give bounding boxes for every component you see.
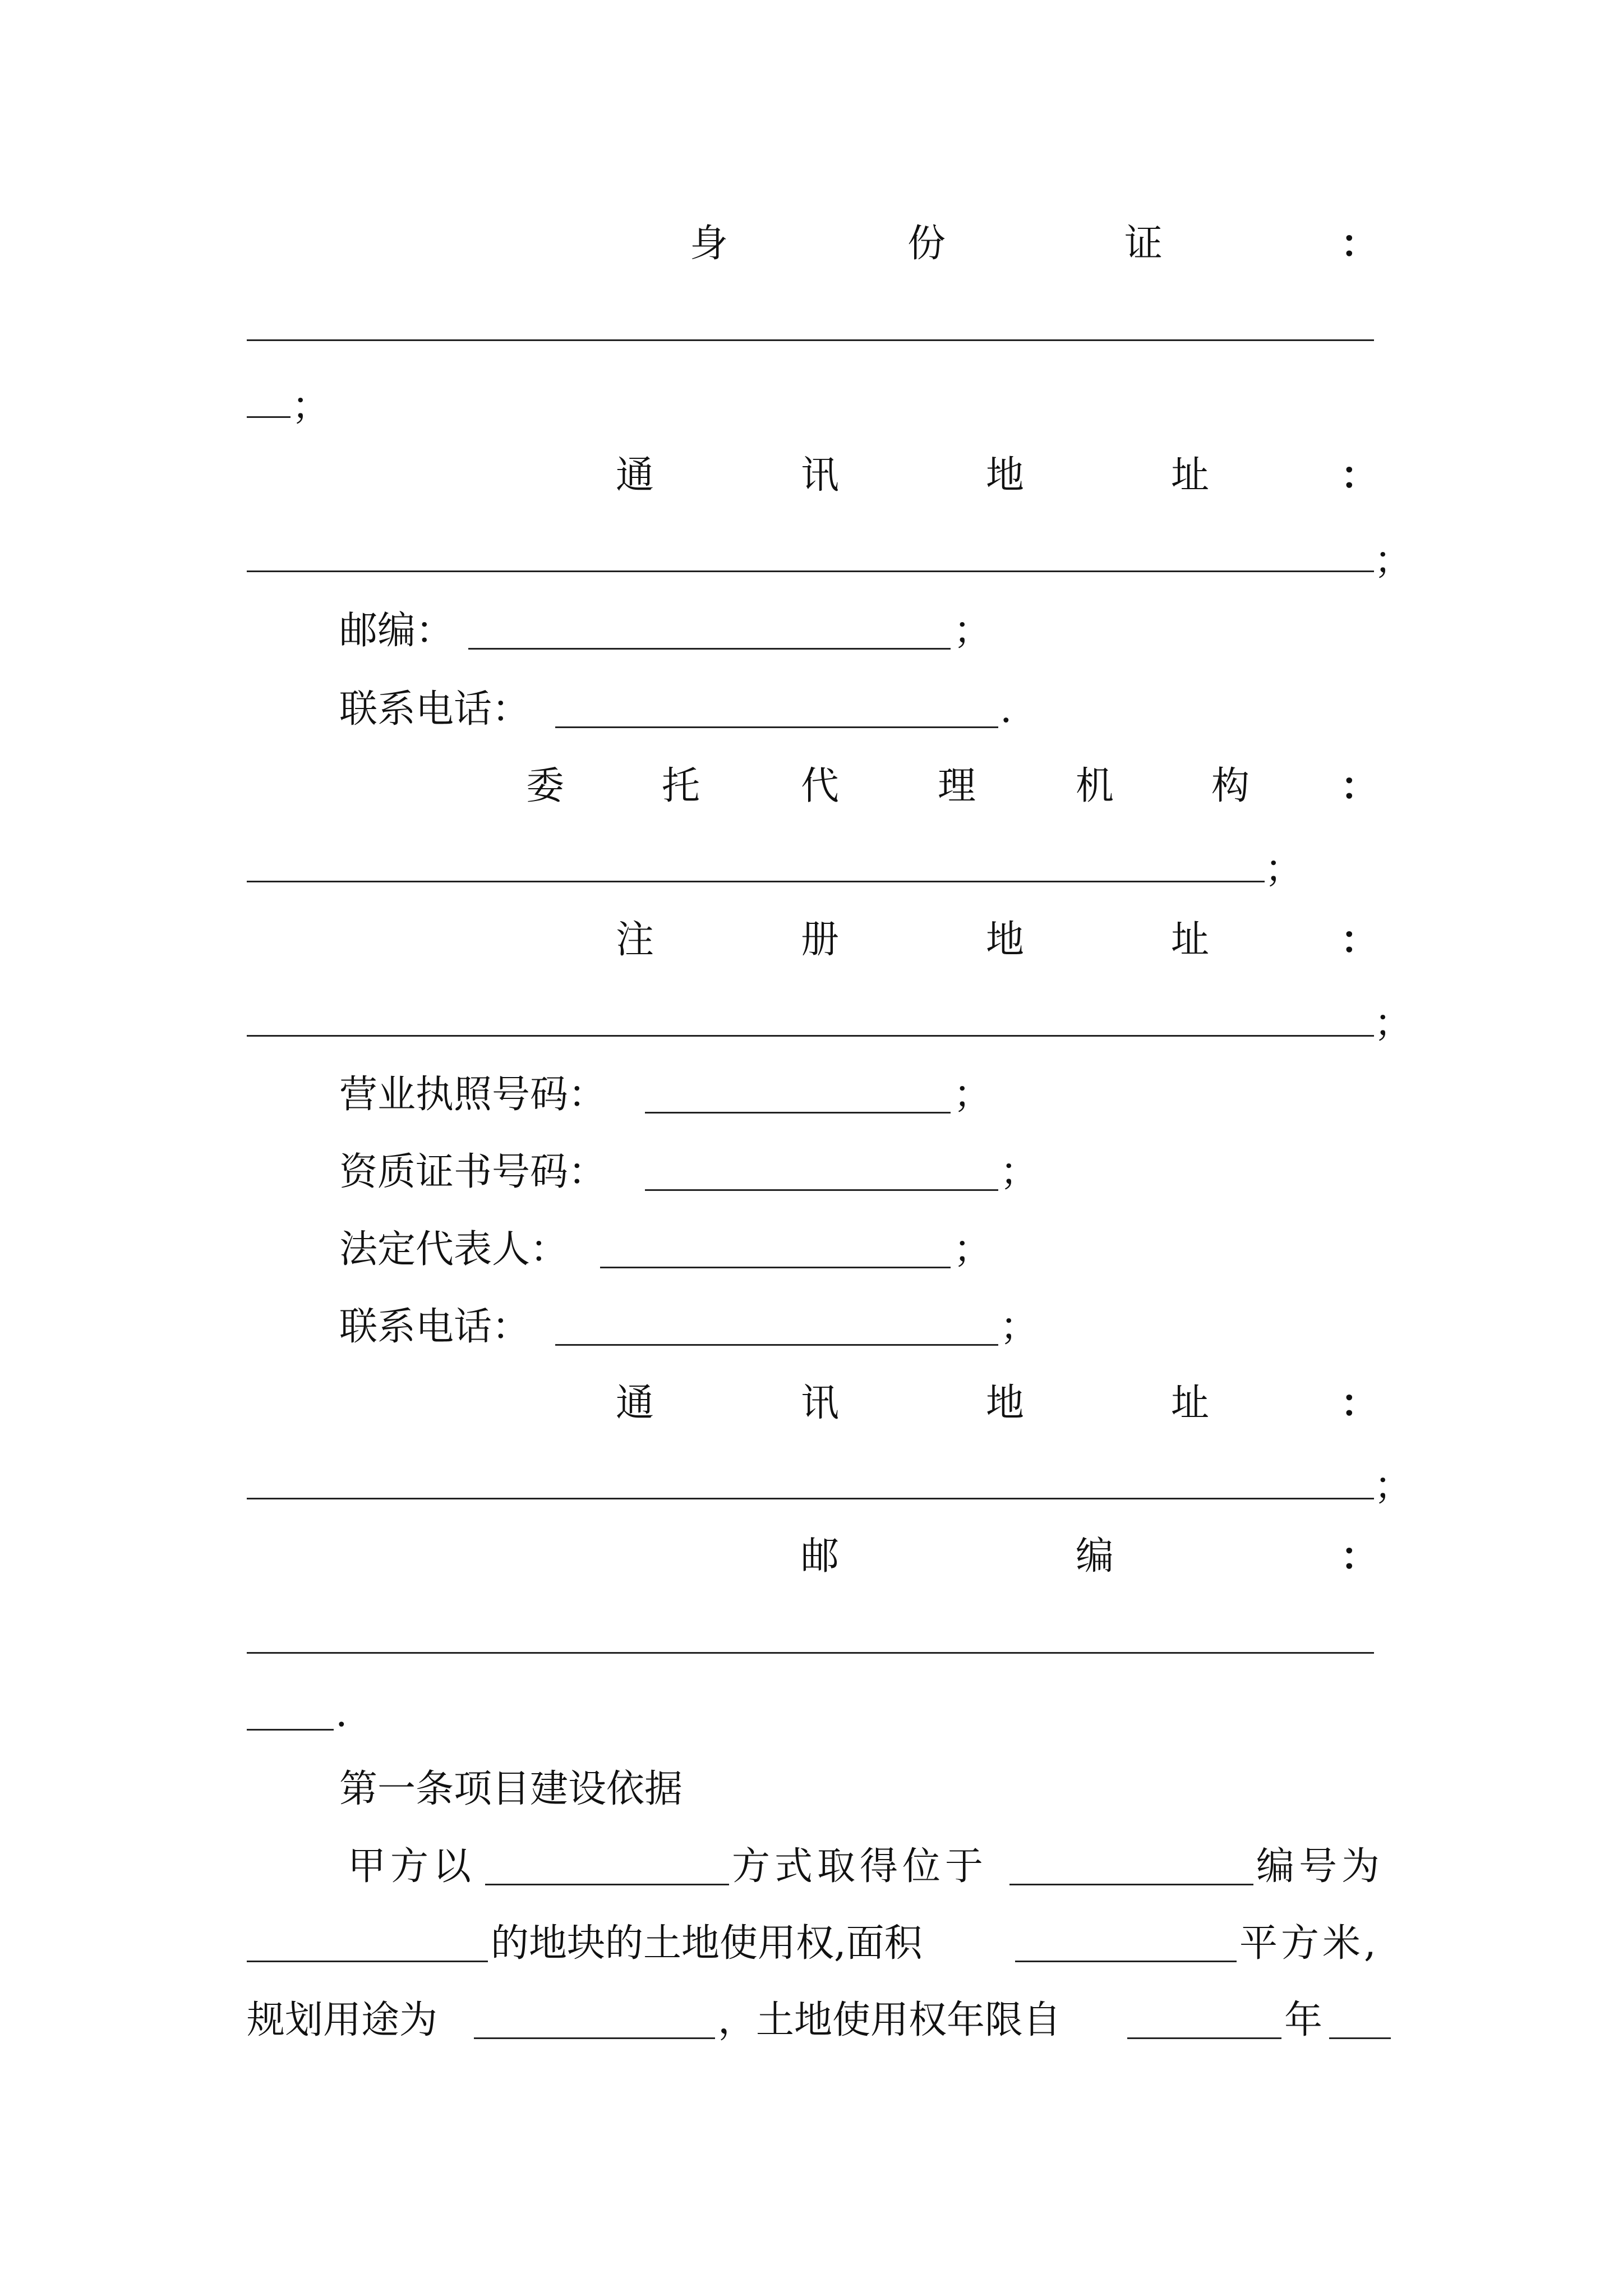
- area-blank[interactable]: [1015, 1961, 1237, 1962]
- para2-text: 平方米,: [1239, 1921, 1380, 1966]
- phone2-blank-line[interactable]: [555, 1344, 998, 1346]
- parcel-number-blank[interactable]: [247, 1961, 488, 1962]
- agency-label-char: 托: [662, 764, 700, 808]
- license-end: ；: [953, 1073, 992, 1117]
- phone2-label: 联系电话：: [339, 1305, 531, 1349]
- cert-end: ；: [1000, 1150, 1039, 1194]
- addr2-label-char: 址: [1171, 1381, 1210, 1425]
- id-label-char: 身: [690, 222, 728, 266]
- reg-addr-blank-line[interactable]: [247, 1035, 1374, 1037]
- cert-label: 资质证书号码：: [339, 1150, 607, 1194]
- start-year-blank[interactable]: [1127, 2037, 1281, 2039]
- legal-rep-label: 法定代表人：: [339, 1227, 569, 1272]
- reg-addr-label-char: 地: [986, 918, 1025, 962]
- start-month-blank[interactable]: [1329, 2037, 1391, 2039]
- addr2-label-char: 通: [616, 1381, 654, 1425]
- reg-addr-label-char: 册: [801, 918, 840, 962]
- cert-blank-line[interactable]: [645, 1189, 998, 1191]
- agency-end: ；: [1265, 847, 1303, 891]
- addr-label-char: 地: [986, 453, 1025, 498]
- phone-label: 联系电话：: [339, 687, 531, 731]
- id-blank-line-cont[interactable]: [247, 416, 291, 418]
- agency-label-char: 机: [1076, 764, 1114, 808]
- agency-label-char: 构: [1211, 764, 1250, 808]
- postcode2-label-char: 编: [1076, 1534, 1114, 1579]
- addr2-label-char: 地: [986, 1381, 1025, 1425]
- addr-end: ；: [1374, 539, 1413, 583]
- legal-rep-blank-line[interactable]: [600, 1267, 951, 1268]
- id-end: ；: [292, 384, 330, 429]
- reg-addr-end: ；: [1374, 1001, 1413, 1046]
- license-label: 营业执照号码：: [339, 1073, 607, 1117]
- agency-label-char: 代: [801, 764, 840, 808]
- postcode2-blank-line-cont[interactable]: [247, 1729, 334, 1731]
- reg-addr-label-char: 址: [1171, 918, 1210, 962]
- postcode-blank-line[interactable]: [468, 648, 951, 650]
- addr-label-char: 址: [1171, 453, 1210, 498]
- phone-blank-line[interactable]: [555, 726, 998, 728]
- postcode2-blank-line[interactable]: [247, 1652, 1374, 1654]
- postcode2-end: .: [335, 1691, 348, 1736]
- para3-text: ，土地使用权年限自: [718, 1998, 1062, 2042]
- para2-text: 的地块的土地使用权,面积: [491, 1921, 923, 1966]
- agency-blank-line[interactable]: [247, 881, 1265, 882]
- id-label-colon: ：: [1340, 222, 1379, 266]
- id-label-char: 证: [1124, 222, 1163, 266]
- addr2-label-colon: ：: [1340, 1381, 1379, 1426]
- phone2-end: ；: [1000, 1305, 1039, 1349]
- article-title: 第一条项目建设依据: [339, 1767, 683, 1811]
- para3-text: 规划用途为: [247, 1998, 438, 2042]
- id-label-char: 份: [907, 222, 946, 266]
- addr2-end: ；: [1374, 1464, 1413, 1508]
- addr-blank-line[interactable]: [247, 570, 1374, 572]
- reg-addr-label-char: 注: [616, 918, 654, 962]
- id-blank-line[interactable]: [247, 339, 1374, 341]
- para1-text: 甲方以: [348, 1844, 476, 1889]
- addr-label-char: 讯: [801, 453, 840, 498]
- phone-end: .: [1000, 687, 1012, 731]
- location-blank[interactable]: [1009, 1884, 1253, 1885]
- postcode2-label-char: 邮: [801, 1534, 840, 1579]
- addr-label-char: 通: [616, 453, 654, 498]
- postcode-end: ；: [953, 609, 992, 653]
- para1-text: 方式取得位于: [732, 1844, 988, 1889]
- addr2-label-char: 讯: [801, 1381, 840, 1425]
- legal-rep-end: ；: [953, 1227, 992, 1272]
- reg-addr-label-colon: ：: [1340, 918, 1379, 963]
- agency-label-char: 理: [938, 764, 976, 808]
- agency-label-colon: ：: [1340, 764, 1379, 809]
- addr2-blank-line[interactable]: [247, 1498, 1374, 1499]
- para1-text: 编号为: [1256, 1844, 1385, 1889]
- planned-use-blank[interactable]: [474, 2037, 715, 2039]
- para3-text: 年: [1284, 1998, 1323, 2042]
- postcode-label: 邮编：: [339, 609, 454, 653]
- postcode2-label-colon: ：: [1340, 1534, 1379, 1579]
- agency-label-char: 委: [526, 764, 565, 808]
- addr-label-colon: ：: [1340, 453, 1379, 498]
- acquisition-method-blank[interactable]: [485, 1884, 729, 1885]
- license-blank-line[interactable]: [645, 1112, 951, 1114]
